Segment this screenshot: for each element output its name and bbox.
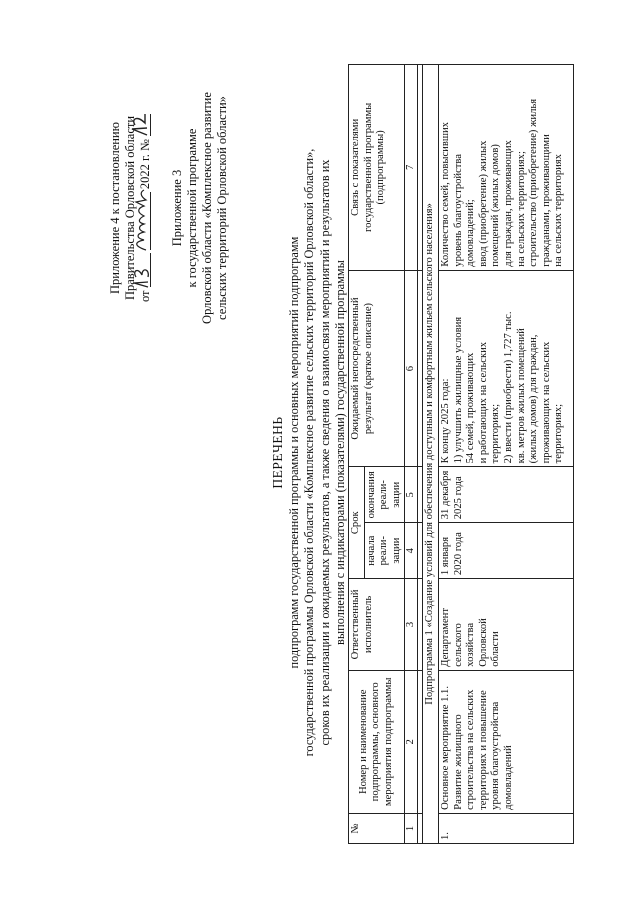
header-name-line: подпрограммы, основного	[370, 682, 382, 802]
appendix-3-block	[170, 58, 230, 358]
title-line-1: подпрограмм государственной программы и основных мероприятий подпрограмм	[286, 236, 301, 669]
row-executor	[438, 579, 573, 671]
header-start	[364, 523, 405, 579]
appendix-4-block	[108, 58, 153, 358]
row-executor-line: хозяйства	[465, 622, 477, 667]
header-result-line: результат (краткое описание)	[362, 302, 374, 435]
appendix-4-line-2: Правительства Орловской области	[123, 115, 137, 301]
row-start-line: 2020 года	[452, 532, 464, 576]
col-number: 2	[405, 670, 418, 813]
header-link-line: (подпрограммы)	[375, 130, 387, 205]
document-title	[270, 80, 349, 825]
header-name-line: Номер и наименование	[357, 689, 369, 795]
row-start-line: 1 января	[439, 536, 451, 576]
row-result-line: проживающих на сельских	[540, 341, 552, 464]
table-header-row	[349, 65, 365, 844]
col-number: 5	[405, 467, 418, 523]
title-heading: ПЕРЕЧЕНЬ	[270, 416, 285, 489]
row-link-line: гражданами, проживающими	[540, 134, 552, 267]
row-end-line: 2025 года	[452, 476, 464, 520]
header-link-line: Связь с показателями	[350, 118, 361, 216]
subprogram-row	[423, 65, 439, 844]
header-end-line: окончания	[365, 471, 377, 519]
header-name	[349, 670, 405, 813]
header-num: №	[349, 813, 405, 843]
row-executor-line: Департамент	[439, 608, 451, 667]
row-name-line: домовладений	[502, 745, 514, 810]
col-number: 3	[405, 579, 418, 671]
row-link-line: на сельских территориях;	[515, 151, 527, 267]
appendix-4-line-1: Приложение 4 к постановлению	[108, 122, 122, 294]
row-link-line: домовладений;	[465, 199, 477, 267]
col-number: 7	[405, 65, 418, 271]
row-result-line: 54 семей, проживающих	[465, 352, 477, 464]
header-start-line: зации	[390, 537, 402, 564]
appendix-3-line-4: сельских территорий Орловской области»	[215, 96, 229, 320]
row-link-line: для граждан, проживающих	[502, 140, 514, 267]
month-handwritten	[138, 192, 151, 250]
row-num: 1.	[438, 813, 573, 843]
title-line-2: государственной программы Орловской области «Комплексное развитие сельских территорий Орловской области»,	[302, 148, 316, 757]
header-executor-line: исполнитель	[362, 595, 374, 654]
appendix-3-line-1: Приложение 3	[170, 169, 184, 247]
row-result-line: территориях;	[553, 403, 565, 464]
row-result-line: кв. метров жилых помещений	[515, 328, 527, 464]
header-start-line: реали-	[378, 536, 390, 566]
header-term: Срок	[349, 467, 365, 579]
row-start	[438, 523, 573, 579]
row-end-line: 31 декабря	[439, 470, 451, 520]
row-result-line: 1) улучшить жилищные условия	[452, 316, 464, 464]
year-number-prefix: 2022 г. №	[138, 139, 152, 190]
row-link-line: уровень благоустройства	[452, 154, 464, 267]
row-name-line: Основное мероприятие 1.1.	[439, 686, 451, 810]
row-result	[438, 270, 573, 467]
row-link-line: строительство (приобретение) жилья	[528, 98, 540, 267]
row-link-line: помещений (жилых домов)	[490, 144, 502, 267]
row-executor-line: Орловской	[477, 618, 489, 667]
row-result-line: К концу 2025 года:	[439, 378, 451, 464]
row-name-line: территориях и повышение	[477, 690, 489, 810]
row-result-line: 2) ввести (приобрести) 1,727 тыс.	[502, 311, 514, 464]
row-name	[438, 670, 573, 813]
date-prefix: от	[138, 290, 152, 303]
row-link-line: Количество семей, повысивших	[439, 122, 451, 267]
header-result	[349, 270, 405, 467]
header-end	[364, 467, 405, 523]
col-number: 6	[405, 270, 418, 467]
header-name-line: мероприятия подпрограммы	[382, 677, 394, 807]
appendix-3-line-3: Орловской области «Комплексное развитие	[200, 92, 214, 324]
header-end-line: реали-	[378, 480, 390, 510]
number-handwritten	[138, 114, 151, 136]
row-link-line: на сельских территориях	[553, 154, 565, 267]
row-result-line: территориях;	[490, 403, 502, 464]
column-number-row	[405, 65, 418, 844]
subprogram-title: Подпрограмма 1 «Создание условий для обеспечения доступным и комфортным жильем сельского населения»	[423, 65, 439, 844]
table-row	[438, 65, 573, 844]
row-result-line: (жилых домов) для граждан,	[528, 334, 540, 464]
day-handwritten	[138, 253, 151, 287]
header-executor-line: Ответственный	[350, 589, 361, 660]
appendix-3-line-2: к государственной программе	[185, 128, 199, 288]
row-result-line: и работающих на сельских	[477, 341, 489, 464]
header-start-line: начала	[365, 535, 377, 566]
row-end	[438, 467, 573, 523]
appendix-4-date-line	[138, 58, 153, 358]
title-line-4: выполнения с индикаторами (показателями) государственной программы	[333, 260, 347, 645]
header-executor	[349, 579, 405, 671]
row-executor-line: области	[490, 631, 502, 667]
header-end-line: зации	[390, 481, 402, 508]
row-name-line: строительства на сельских	[465, 689, 477, 810]
col-number: 4	[405, 523, 418, 579]
row-name-line: Развитие жилищного	[452, 714, 464, 810]
row-link-line: ввод (приобретение) жилых	[477, 140, 489, 267]
header-link	[349, 65, 405, 271]
row-link	[438, 65, 573, 271]
activities-table	[348, 64, 574, 844]
title-line-3: сроков их реализации и ожидаемых результатов, а также сведения о взаимосвязи мероприятий и результатов их	[317, 159, 332, 746]
row-executor-line: сельского	[452, 623, 464, 667]
header-link-line: государственной программы	[362, 102, 374, 232]
row-name-line: уровня благоустройства	[490, 701, 502, 810]
header-result-line: Ожидаемый непосредственный	[350, 297, 361, 440]
col-number: 1	[405, 813, 418, 843]
